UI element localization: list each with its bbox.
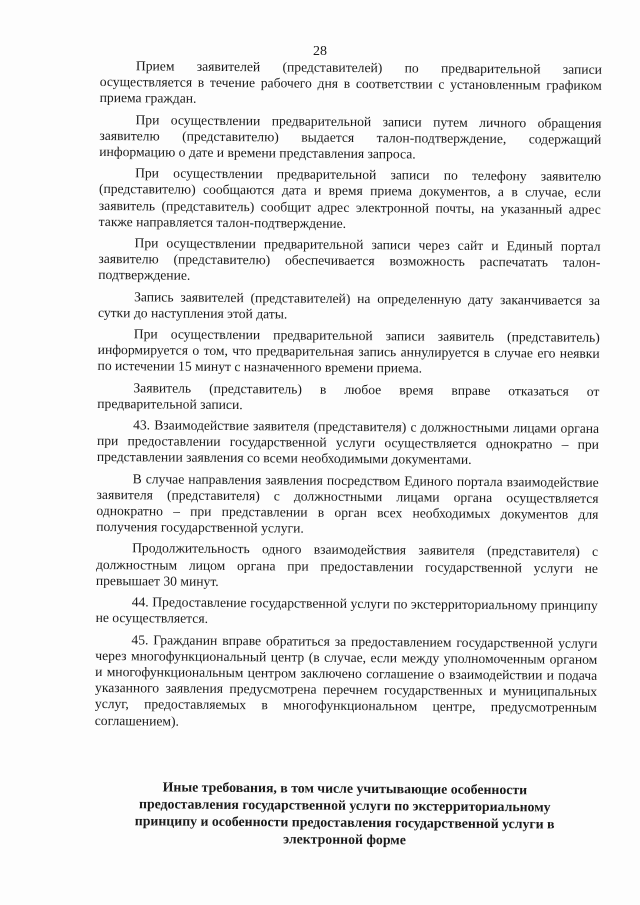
paragraph-45: 45. Гражданин вправе обратиться за предоставлением государственной услуги через многофункциональный центр (в случае, если между уполномоченным органом и многофункциональным центром заключено соглашение о взаимодействии и подача указанного заявления предусмотрена перечнем государственных и муниципальных услуг, предоставляемых в многофункциональном центре, предусмотренным соглашением). (94, 631, 598, 729)
heading-line: принципу и особенности предоставления государственной услуги в (134, 813, 555, 832)
document-body (95, 58, 602, 738)
page-number: 28 (313, 44, 327, 59)
paragraph: При осуществлении предварительной записи заявитель (представитель) информируется о том, что предварительная запись аннулируется в случае его неявки по истечении 15 минут с назначенного времени приема. (97, 326, 600, 376)
paragraph: Прием заявителей (представителей) по предварительной записи осуществляется в течение рабочего дня в соответствии с установленным графиком приема граждан. (99, 58, 602, 107)
paragraph: Запись заявителей (представителей) на определенную дату заканчивается за сутки до наступления этой даты. (97, 288, 601, 322)
paragraph-44: 44. Предоставление государственной услуги по экстерриториальному принципу не осуществляется. (95, 594, 598, 627)
paragraph: При осуществлении предварительной записи путем личного обращения заявителю (представителю) выдается талон-подтверждение, содержащий информацию о дате и времени представления запроса. (99, 111, 602, 162)
paragraph: В случае направления заявления посредством Единого портала взаимодействие заявителя (представителя) с должностными лицами органа осуществляется однократно – при представлении в орган всех необходимых документов для получения государственной услуги. (96, 470, 599, 536)
paragraph: Продолжительность одного взаимодействия заявителя (представителя) с должностным лицом органа при предоставлении государственной услуги не превышает 30 минут. (95, 540, 599, 589)
heading-line: предоставления государственной услуги по экстерриториальному (138, 796, 551, 815)
paragraph: При осуществлении предварительной записи по телефону заявителю (представителю) сообщаются дата и время приема документов, а в случае, если заявитель (представитель) сообщит адрес электронной почты, на указанный адрес также направляется талон-подтверждение. (98, 165, 602, 231)
heading-line: электронной форме (283, 831, 406, 848)
paragraph: При осуществлении предварительной записи через сайт и Единый портал заявителю (представителю) обеспечивается возможность распечатать талон- подтверждение. (98, 235, 601, 284)
heading-line: Иные требования, в том числе учитывающие особенности (162, 779, 528, 798)
paragraph: Заявитель (представитель) в любое время вправе отказаться от предварительной записи. (97, 379, 600, 412)
section-heading (109, 778, 580, 850)
paragraph-43: 43. Взаимодействие заявителя (представителя) с должностными лицами органа при предоставлении государственной услуги осуществляется однократно – при представлении заявления со всеми необходимыми документами. (96, 417, 600, 468)
